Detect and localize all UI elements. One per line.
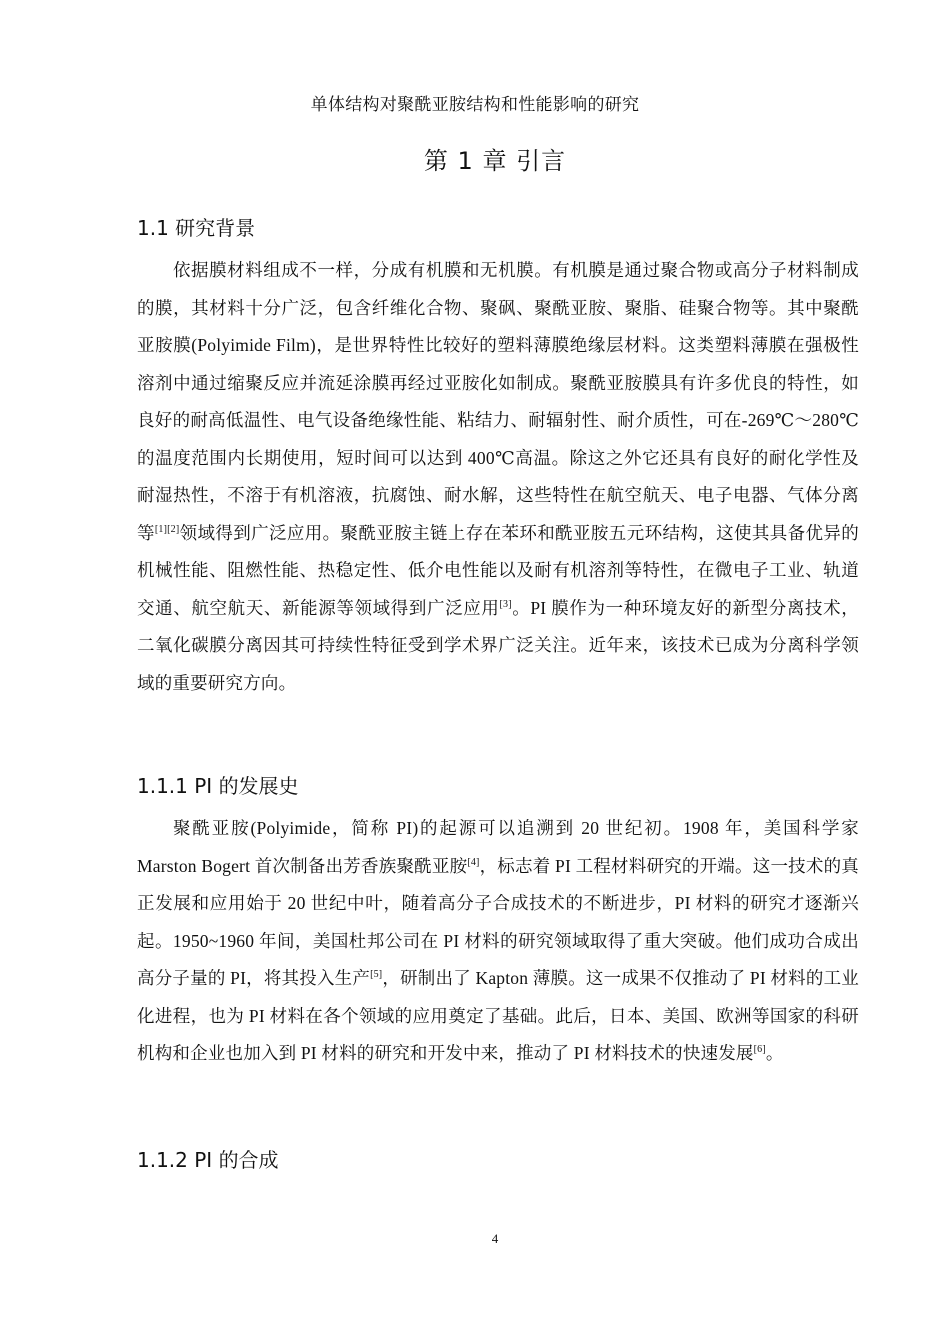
citation: [3] bbox=[499, 598, 512, 610]
paragraph-text: 聚酰亚胺(Polyimide，简称 PI)的起源可以追溯到 20 世纪初。1908 年，美国科学家 Marston Bogert 首次制备出芳香族聚酰亚胺 bbox=[137, 818, 859, 876]
citation: [5] bbox=[370, 969, 383, 980]
paragraph-background bbox=[137, 252, 859, 702]
chapter-title: 第 1 章 引言 bbox=[423, 147, 567, 175]
section-heading-pi-history: 1.1.1 PI 的发展史 bbox=[137, 774, 299, 798]
paragraph-text: 。PI 膜作为一种环境友好的新型分离技术，二氧化碳膜分离因其可持续性特征受到学术界广泛关注。近年来，该技术已成为分离科学领域的重要研究方向。 bbox=[137, 597, 859, 693]
paragraph-text: 领域得到广泛应用。聚酰亚胺主链上存在苯环和酰亚胺五元环结构，这使其具备优异的机械性能、阻燃性能、热稳定性、低介电性能以及耐有机溶剂等特性，在微电子工业、轨道交通、航空航天、新能源等领域得到广泛应用 bbox=[137, 522, 859, 618]
paragraph-text: 。 bbox=[765, 1043, 784, 1063]
paragraph-text: ，研制出了 Kapton 薄膜。这一成果不仅推动了 PI 材料的工业化进程，也为 PI 材料在各个领域的应用奠定了基础。此后，日本、美国、欧洲等国家的科研机构和企业也加入到 PI 材料的研究和开发中来，推动了 PI 材料技术的快速发展 bbox=[137, 968, 859, 1063]
paragraph-text: 依据膜材料组成不一样，分成有机膜和无机膜。有机膜是通过聚合物或高分子材料制成的膜，其材料十分广泛，包含纤维化合物、聚砜、聚酰亚胺、聚脂、硅聚合物等。其中聚酰亚胺膜(Polyimide Film)，是世界特性比较好的塑料薄膜绝缘层材料。这类塑料薄膜在强极性溶剂中通过缩聚反应并流延涂膜再经过亚胺化如制成。聚酰亚胺膜具有许多优良的特性，如良好的耐高低温性、电气设备绝缘性能、粘结力、耐辐射性、耐介质性，可在-269℃～280℃的温度范围内长期使用，短时间可以达到 400℃高温。除这之外它还具有良好的耐化学性及耐湿热性，不溶于有机溶液，抗腐蚀、耐水解，这些特性在航空航天、电子电器、气体分离等 bbox=[137, 260, 859, 543]
paragraph-text: ，标志着 PI 工程材料研究的开端。这一技术的真正发展和应用始于 20 世纪中叶，随着高分子合成技术的不断进步，PI 材料的研究才逐渐兴起。1950~1960 年间，美国杜邦公司在 PI 材料的研究领域取得了重大突破。他们成功合成出高分子量的 PI，将其投入生产 bbox=[137, 855, 860, 988]
citation: [4] bbox=[467, 856, 480, 868]
running-header: 单体结构对聚酰亚胺结构和性能影响的研究 bbox=[310, 95, 640, 114]
citation: [6] bbox=[753, 1044, 766, 1055]
citation: [1][2] bbox=[154, 523, 180, 535]
paragraph-pi-history bbox=[137, 810, 859, 1073]
section-heading-pi-synthesis: 1.1.2 PI 的合成 bbox=[137, 1148, 279, 1172]
section-heading-research-background: 1.1 研究背景 bbox=[137, 216, 256, 240]
page-number: 4 bbox=[491, 1231, 499, 1246]
